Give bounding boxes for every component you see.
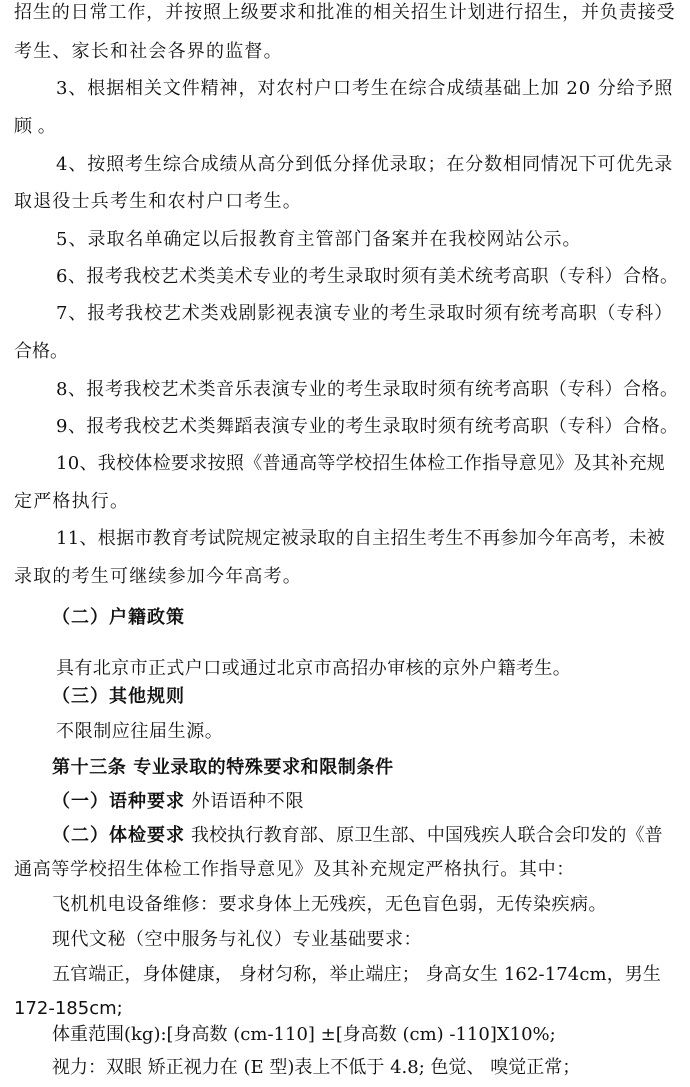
paragraph-line: 不限制应往届生源。 (56, 721, 224, 742)
paragraph-line: 合格。 (14, 341, 68, 362)
article-heading: 第十三条 专业录取的特殊要求和限制条件 (52, 757, 394, 778)
paragraph-line: 通高等学校招生体检工作指导意见》及其补充规定严格执行。其中： (14, 859, 575, 880)
section-heading: （二）户籍政策 (52, 607, 185, 628)
subsection-label: （二）体检要求 (52, 825, 185, 846)
paragraph-line: 172-185cm; (14, 998, 123, 1019)
paragraph-line: 6、报考我校艺术类美术专业的考生录取时须有美术统考高职（专科）合格。 (56, 266, 679, 287)
paragraph-line: 五官端正，身体健康， 身材匀称，举止端庄； 身高女生 162-174cm，男生 (52, 964, 662, 985)
paragraph-line: 8、报考我校艺术类音乐表演专业的考生录取时须有统考高职（专科）合格。 (56, 379, 679, 400)
subsection-text: 我校执行教育部、原卫生部、中国残疾人联合会印发的《普 (185, 825, 663, 846)
paragraph-line: 10、我校体检要求按照《普通高等学校招生体检工作指导意见》及其补充规 (56, 453, 666, 474)
paragraph-line: 考生、家长和社会各界的监督。 (14, 41, 283, 62)
subsection-text: 外语语种不限 (185, 791, 305, 812)
paragraph-line: 取退役士兵考生和农村户口考生。 (14, 191, 302, 212)
paragraph-line: 具有北京市正式户口或通过北京市高招办审核的京外户籍考生。 (56, 658, 572, 679)
paragraph-line: 9、报考我校艺术类舞蹈表演专业的考生录取时须有统考高职（专科）合格。 (56, 416, 679, 437)
paragraph-line: 5、录取名单确定以后报教育主管部门备案并在我校网站公示。 (56, 229, 582, 250)
paragraph-line: 现代文秘（空中服务与礼仪）专业基础要求： (52, 929, 422, 950)
paragraph-line: 体重范围(kg):[身高数 (cm-110] ±[身高数 (cm) -110]X10%; (52, 1024, 556, 1045)
paragraph-line: 录取的考生可继续参加今年高考。 (14, 566, 302, 587)
paragraph-line (52, 827, 663, 845)
paragraph-line: 11、根据市教育考试院规定被录取的自主招生考生不再参加今年高考，未被 (56, 528, 666, 549)
paragraph-line (52, 793, 304, 811)
paragraph-line: 7、报考我校艺术类戏剧影视表演专业的考生录取时须有统考高职（专科） (56, 303, 674, 324)
paragraph-line: 飞机机电设备维修：要求身体上无残疾，无色盲色弱，无传染疾病。 (52, 894, 607, 915)
paragraph-line: 定严格执行。 (14, 491, 130, 512)
paragraph-line: 顾 。 (14, 116, 56, 137)
paragraph-line: 招生的日常工作，并按照上级要求和批准的相关招生计划进行招生，并负责接受 (14, 2, 676, 23)
paragraph-line: 视力：双眼 矫正视力在 (E 型)表上不低于 4.8; 色觉、 嗅觉正常； (52, 1057, 581, 1078)
paragraph-line: 4、按照考生综合成绩从高分到低分择优录取；在分数相同情况下可优先录 (56, 154, 674, 175)
paragraph-line: 3、根据相关文件精神，对农村户口考生在综合成绩基础上加 20 分给予照 (56, 78, 674, 99)
section-heading: （三）其他规则 (52, 686, 185, 707)
subsection-label: （一）语种要求 (52, 791, 185, 812)
